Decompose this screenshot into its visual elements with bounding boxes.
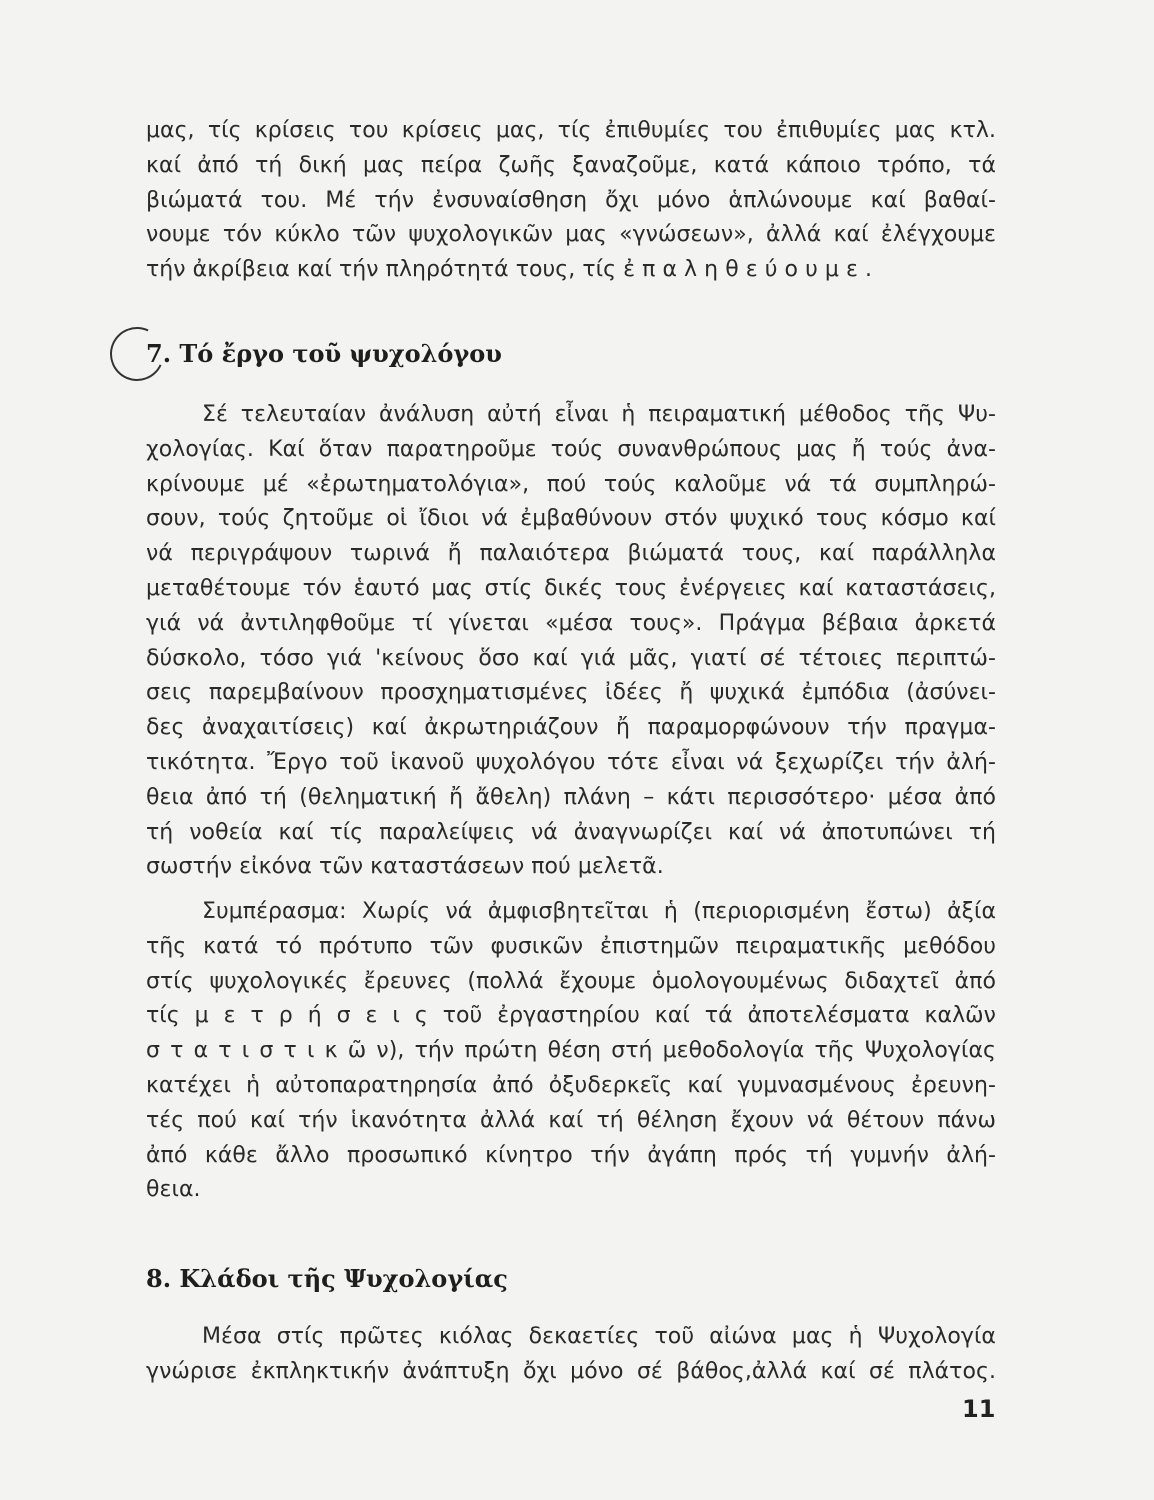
text-line: νουμε τόν κύκλο τῶν ψυχολογικῶν μας «γνώσεων», ἀλλά καί ἐλέγχουμε bbox=[146, 222, 996, 248]
text-line: μεταθέτουμε τόν ἑαυτό μας στίς δικές τους ἐνέργειες καί καταστάσεις, bbox=[146, 575, 996, 601]
text-line: Συμπέρασμα: Χωρίς νά ἀμφισβητεῖται ἡ (περιορισμένη ἔστω) ἀξία bbox=[202, 899, 996, 924]
text-line: δες ἀναχαιτίσεις) καί ἀκρωτηριάζουν ἤ παραμορφώνουν τήν πραγμα- bbox=[146, 715, 996, 741]
text-line: χολογίας. Καί ὅταν παρατηροῦμε τούς συνανθρώπους μας ἤ τούς ἀνα- bbox=[146, 436, 996, 462]
text-line: Σέ τελευταίαν ἀνάλυση αὐτή εἶναι ἡ πειραματική μέθοδος τῆς Ψυ- bbox=[202, 402, 996, 427]
text-line: τή νοθεία καί τίς παραλείψεις νά ἀναγνωρίζει καί νά ἀποτυπώνει τή bbox=[146, 819, 996, 845]
text-line: δύσκολο, τόσο γιά 'κείνους ὅσο καί γιά μᾶς, γιατί σέ τέτοιες περιπτώ- bbox=[146, 645, 996, 671]
text-line: καί ἀπό τή δική μας πείρα ζωῆς ξαναζοῦμε, κατά κάποιο τρόπο, τά bbox=[146, 152, 996, 178]
text-line: νά περιγράψουν τωρινά ἤ παλαιότερα βιώματά τους, καί παράλληλα bbox=[146, 541, 996, 567]
text-line: τίς μ ε τ ρ ή σ ε ι ς τοῦ ἐργαστηρίου καί τά ἀποτελέσματα καλῶν bbox=[146, 1003, 996, 1029]
text-line: κρίνουμε μέ «ἐρωτηματολόγια», πού τούς καλοῦμε νά τά συμπληρώ- bbox=[146, 471, 996, 497]
text-line: τές πού καί τήν ἱκανότητα ἀλλά καί τή θέληση ἔχουν νά θέτουν πάνω bbox=[146, 1107, 996, 1133]
text-line: μας, τίς κρίσεις του κρίσεις μας, τίς ἐπιθυμίες του ἐπιθυμίες μας κτλ. bbox=[146, 118, 996, 143]
text-line: ἀπό κάθε ἄλλο προσωπικό κίνητρο τήν ἀγάπη πρός τή γυμνήν ἀλή- bbox=[146, 1142, 996, 1168]
text-line: γνώρισε ἐκπληκτικήν ἀνάπτυξη ὄχι μόνο σέ βάθος,ἀλλά καί σέ πλάτος. bbox=[146, 1358, 996, 1384]
text-line: σ τ α τ ι σ τ ι κ ῶ ν), τήν πρώτη θέση στή μεθοδολογία τῆς Ψυχολογίας bbox=[146, 1038, 996, 1064]
paragraph-intro bbox=[146, 114, 996, 288]
text-line: τήν ἀκρίβεια καί τήν πληρότητά τους, τίς ἐ π α λ η θ ε ύ ο υ μ ε . bbox=[146, 257, 873, 283]
text-line: τικότητα. Ἔργο τοῦ ἱκανοῦ ψυχολόγου τότε εἶναι νά ξεχωρίζει τήν ἀλή- bbox=[146, 749, 996, 775]
text-line: γιά νά ἀντιληφθοῦμε τί γίνεται «μέσα τους». Πράγμα βέβαια ἀρκετά bbox=[146, 610, 996, 636]
section-7-heading: 7. Τό ἔργο τοῦ ψυχολόγου bbox=[146, 339, 502, 368]
text-line: σεις παρεμβαίνουν προσχηματισμένες ἰδέες ἤ ψυχικά ἐμπόδια (ἀσύνει- bbox=[146, 680, 996, 706]
text-line: τῆς κατά τό πρότυπο τῶν φυσικῶν ἐπιστημῶν πειραματικῆς μεθόδου bbox=[146, 933, 996, 959]
text-line: σωστήν εἰκόνα τῶν καταστάσεων πού μελετᾶ. bbox=[146, 854, 664, 880]
section-7-paragraph-1 bbox=[146, 398, 996, 885]
text-line: στίς ψυχολογικές ἔρευνες (πολλά ἔχουμε ὁμολογουμένως διδαχτεῖ ἀπό bbox=[146, 968, 996, 994]
text-line: βιώματά του. Μέ τήν ἐνσυναίσθηση ὄχι μόνο ἁπλώνουμε καί βαθαί- bbox=[146, 187, 996, 213]
text-line: θεια ἀπό τή (θεληματική ἤ ἄθελη) πλάνη – κάτι περισσότερο· μέσα ἀπό bbox=[146, 784, 996, 810]
section-8-heading: 8. Κλάδοι τῆς Ψυχολογίας bbox=[146, 1264, 508, 1293]
text-line: Μέσα στίς πρῶτες κιόλας δεκαετίες τοῦ αἰώνα μας ἡ Ψυχολογία bbox=[202, 1324, 996, 1349]
section-7-paragraph-2 bbox=[146, 895, 996, 1208]
section-8-paragraph-1 bbox=[146, 1320, 996, 1390]
text-line: σουν, τούς ζητοῦμε οἱ ἴδιοι νά ἐμβαθύνουν στόν ψυχικό τους κόσμο καί bbox=[146, 506, 996, 532]
page-number: 11 bbox=[962, 1395, 996, 1423]
text-line: θεια. bbox=[146, 1177, 201, 1203]
text-line: κατέχει ἡ αὐτοπαρατηρησία ἀπό ὀξυδερκεῖς καί γυμνασμένους ἐρευνη- bbox=[146, 1072, 996, 1098]
